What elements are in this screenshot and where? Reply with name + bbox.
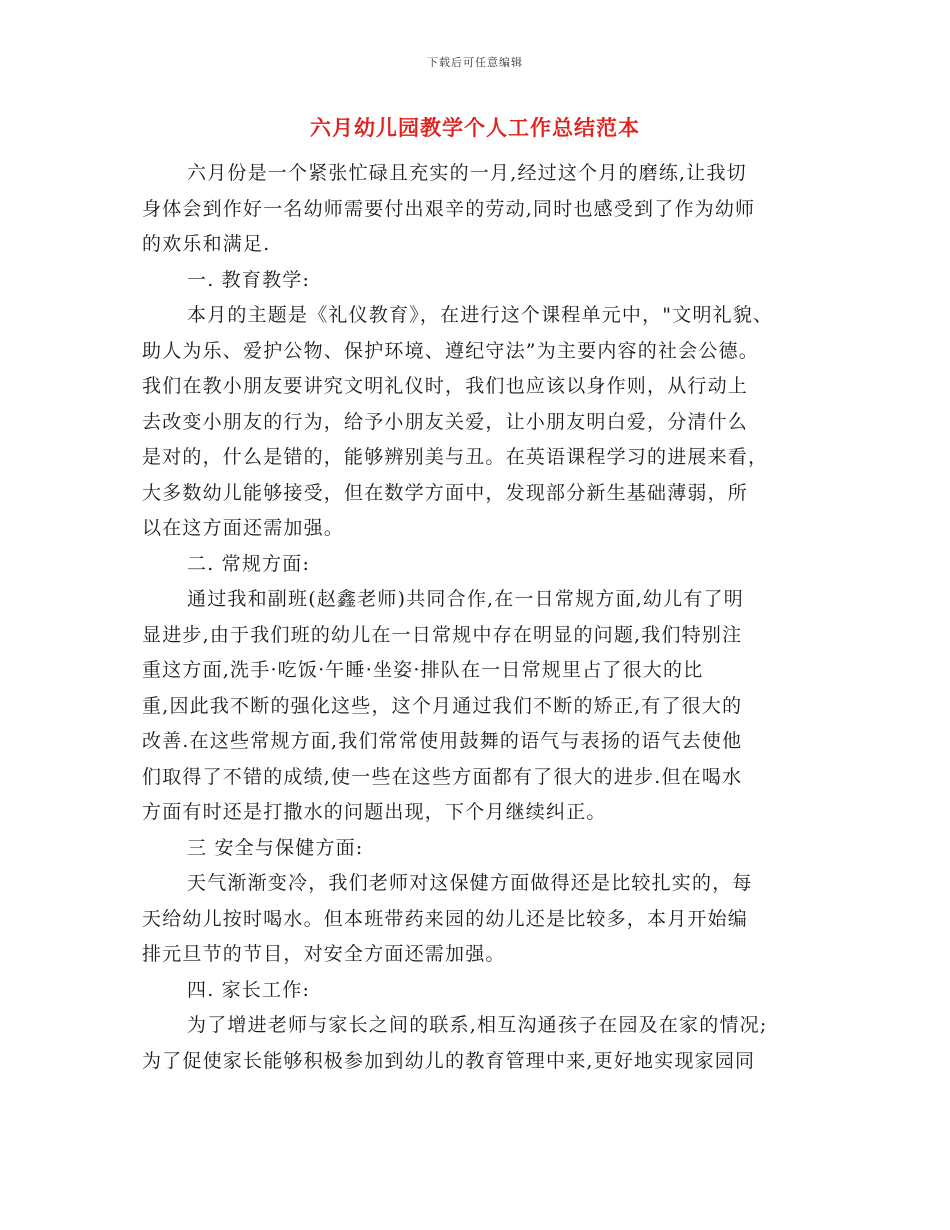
document-body (142, 156, 807, 1079)
text-line: 们取得了不错的成绩,使一些在这些方面都有了很大的进步.但在喝水 (142, 765, 743, 788)
text-line: 我们在教小朋友要讲究文明礼仪时，我们也应该以身作则，从行动上 (142, 375, 749, 397)
text-line: 助人为乐、爱护公物、保护环境、遵纪守法”为主要内容的社会公德。 (142, 339, 759, 362)
text-line: 排元旦节的节目，对安全方面还需加强。 (142, 943, 506, 965)
text-line: 三 安全与保健方面: (187, 836, 364, 859)
text-line: 以在这方面还需加强。 (142, 517, 345, 539)
text-line: 为了促使家长能够积极参加到幼儿的教育管理中来,更好地实现家园同 (142, 1049, 756, 1072)
text-line: 四. 家长工作: (187, 978, 311, 1001)
text-line: 是对的，什么是错的，能够辨别美与丑。在英语课程学习的进展来看， (142, 446, 769, 468)
text-line: 大多数幼儿能够接受，但在数学方面中，发现部分新生基础薄弱，所 (142, 481, 749, 504)
text-line: 通过我和副班(赵鑫老师)共同合作,在一日常规方面,幼儿有了明 (187, 588, 744, 610)
text-line: 天给幼儿按时喝水。但本班带药来园的幼儿还是比较多，本月开始编 (142, 907, 749, 930)
text-line: 的欢乐和满足. (142, 233, 271, 255)
text-line: 改善.在这些常规方面,我们常常使用鼓舞的语气与表扬的语气去使他 (142, 730, 743, 752)
header-note: 下载后可任意编辑 (427, 56, 523, 69)
text-line: 为了增进老师与家长之间的联系,相互沟通孩子在园及在家的情况; (187, 1014, 768, 1036)
text-line: 重这方面,洗手·吃饭·午睡·坐姿·排队在一日常规里占了很大的比 (142, 659, 704, 681)
text-line: 本月的主题是《礼仪教育》，在进行这个课程单元中，"文明礼貌、 (187, 304, 774, 326)
text-line: 六月份是一个紧张忙碌且充实的一月,经过这个月的磨练,让我切 (187, 162, 747, 184)
text-line: 重,因此我不断的强化这些，这个月通过我们不断的矫正,有了很大的 (142, 694, 743, 717)
text-line: 二. 常规方面: (187, 552, 311, 575)
text-line: 显进步,由于我们班的幼儿在一日常规中存在明显的问题,我们特别注 (142, 623, 743, 646)
text-line: 一. 教育教学: (187, 268, 311, 291)
page-title: 六月幼儿园教学个人工作总结范本 (310, 116, 640, 140)
text-line: 去改变小朋友的行为，给予小朋友关爱，让小朋友明白爱，分清什么 (142, 410, 749, 433)
text-line: 天气渐渐变冷，我们老师对这保健方面做得还是比较扎实的，每 (187, 872, 753, 894)
text-line: 身体会到作好一名幼师需要付出艰辛的劳动,同时也感受到了作为幼师 (142, 197, 756, 220)
text-line: 方面有时还是打撒水的问题出现，下个月继续纠正。 (142, 801, 607, 823)
